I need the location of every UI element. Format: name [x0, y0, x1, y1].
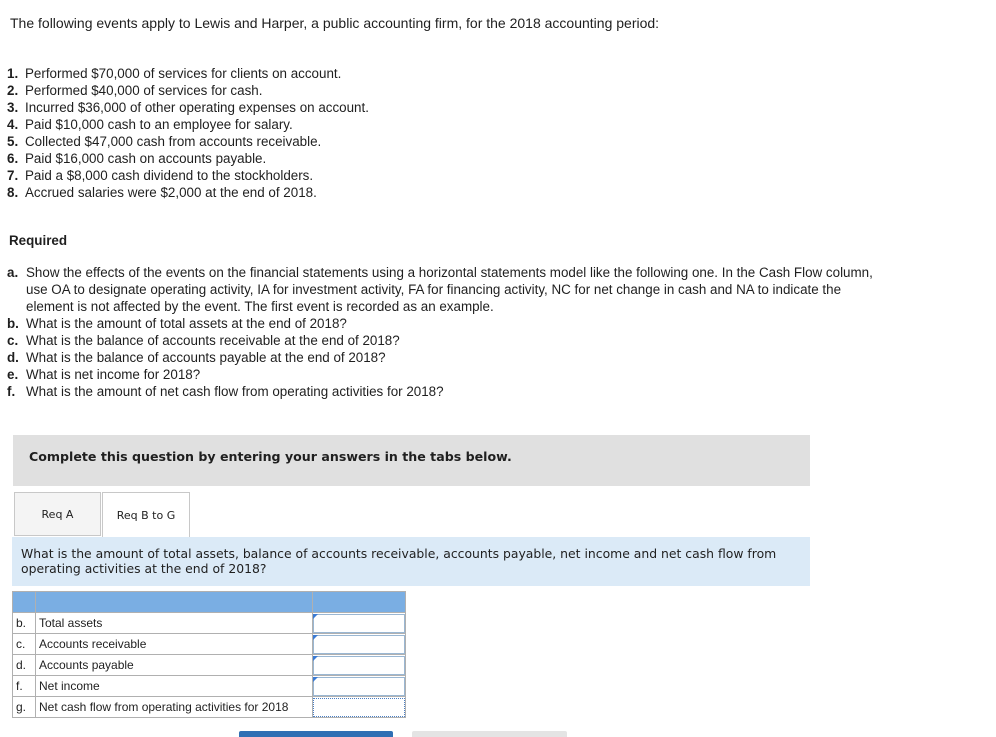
row-letter: g.	[13, 697, 36, 718]
requirement-item	[7, 264, 887, 315]
instructions-text: Complete this question by entering your answers in the tabs below.	[29, 449, 512, 464]
event-item	[7, 65, 369, 82]
answer-cell	[313, 676, 406, 697]
row-label: Total assets	[36, 613, 313, 634]
required-heading: Required	[9, 233, 68, 248]
event-number: 2.	[7, 83, 19, 98]
requirement-text: What is the balance of accounts payable at the end of 2018?	[26, 350, 386, 365]
requirement-item	[7, 383, 887, 400]
event-item	[7, 150, 369, 167]
requirement-letter: b.	[7, 316, 19, 331]
row-letter: c.	[13, 634, 36, 655]
event-text: Performed $70,000 of services for clients on account.	[25, 66, 342, 81]
row-label: Net income	[36, 676, 313, 697]
event-item	[7, 133, 369, 150]
instructions-panel	[13, 435, 810, 486]
net-cash-flow-input[interactable]	[313, 698, 405, 717]
events-list	[7, 65, 369, 201]
answer-cell	[313, 697, 406, 718]
requirement-letter: f.	[7, 384, 16, 399]
answer-cell	[313, 634, 406, 655]
table-header-row	[13, 592, 406, 613]
table-row	[13, 697, 406, 718]
requirement-letter: e.	[7, 367, 19, 382]
event-number: 1.	[7, 66, 19, 81]
event-item	[7, 116, 369, 133]
event-text: Incurred $36,000 of other operating expenses on account.	[25, 100, 369, 115]
total-assets-input[interactable]	[313, 614, 405, 633]
event-number: 4.	[7, 117, 19, 132]
requirement-text: What is the amount of net cash flow from operating activities for 2018?	[26, 384, 444, 399]
answer-table	[12, 591, 406, 718]
header-cell	[36, 592, 313, 613]
tab-req-b-to-g[interactable]: Req B to G	[102, 492, 190, 538]
row-label: Accounts payable	[36, 655, 313, 676]
answer-cell	[313, 613, 406, 634]
table-row	[13, 634, 406, 655]
event-item	[7, 184, 369, 201]
prev-button[interactable]	[239, 731, 393, 737]
requirement-item	[7, 315, 887, 332]
event-item	[7, 167, 369, 184]
answer-cell	[313, 655, 406, 676]
requirement-text: What is the balance of accounts receivable at the end of 2018?	[26, 333, 400, 348]
event-number: 5.	[7, 134, 19, 149]
row-letter: d.	[13, 655, 36, 676]
accounts-payable-input[interactable]	[313, 656, 405, 675]
event-text: Performed $40,000 of services for cash.	[25, 83, 263, 98]
table-row	[13, 676, 406, 697]
accounts-receivable-input[interactable]	[313, 635, 405, 654]
event-item	[7, 99, 369, 116]
requirement-letter: d.	[7, 350, 19, 365]
tab-req-a[interactable]: Req A	[14, 492, 101, 536]
question-box: What is the amount of total assets, balance of accounts receivable, accounts payable, net income and net cash flow from operating activities at the end of 2018?	[12, 537, 810, 586]
row-label: Net cash flow from operating activities for 2018	[36, 697, 313, 718]
row-label: Accounts receivable	[36, 634, 313, 655]
requirement-letter: a.	[7, 265, 19, 280]
requirement-item	[7, 366, 887, 383]
table-row	[13, 613, 406, 634]
event-text: Paid a $8,000 cash dividend to the stockholders.	[25, 168, 314, 183]
event-number: 6.	[7, 151, 19, 166]
requirement-text: What is net income for 2018?	[26, 367, 201, 382]
row-letter: f.	[13, 676, 36, 697]
requirement-letter: c.	[7, 333, 19, 348]
intro-text: The following events apply to Lewis and Harper, a public accounting firm, for the 2018 accounting period:	[10, 15, 660, 31]
event-number: 7.	[7, 168, 19, 183]
header-cell	[313, 592, 406, 613]
event-text: Paid $16,000 cash on accounts payable.	[25, 151, 267, 166]
requirement-text: What is the amount of total assets at the end of 2018?	[26, 316, 347, 331]
event-number: 8.	[7, 185, 19, 200]
requirement-item	[7, 332, 887, 349]
net-income-input[interactable]	[313, 677, 405, 696]
event-text: Accrued salaries were $2,000 at the end of 2018.	[25, 185, 317, 200]
event-number: 3.	[7, 100, 19, 115]
next-button[interactable]	[412, 731, 567, 737]
header-cell	[13, 592, 36, 613]
event-item	[7, 82, 369, 99]
event-text: Collected $47,000 cash from accounts receivable.	[25, 134, 322, 149]
event-text: Paid $10,000 cash to an employee for salary.	[25, 117, 293, 132]
requirements-list	[7, 264, 887, 400]
requirement-item	[7, 349, 887, 366]
requirement-text: Show the effects of the events on the financial statements using a horizontal statements model like the following one. In the Cash Flow column, use OA to designate operating activity, IA for investment activity, FA for financing activity, NC for net change in cash and NA to indicate the element is not affected by the event. The first event is recorded as an example.	[26, 265, 873, 314]
row-letter: b.	[13, 613, 36, 634]
table-row	[13, 655, 406, 676]
